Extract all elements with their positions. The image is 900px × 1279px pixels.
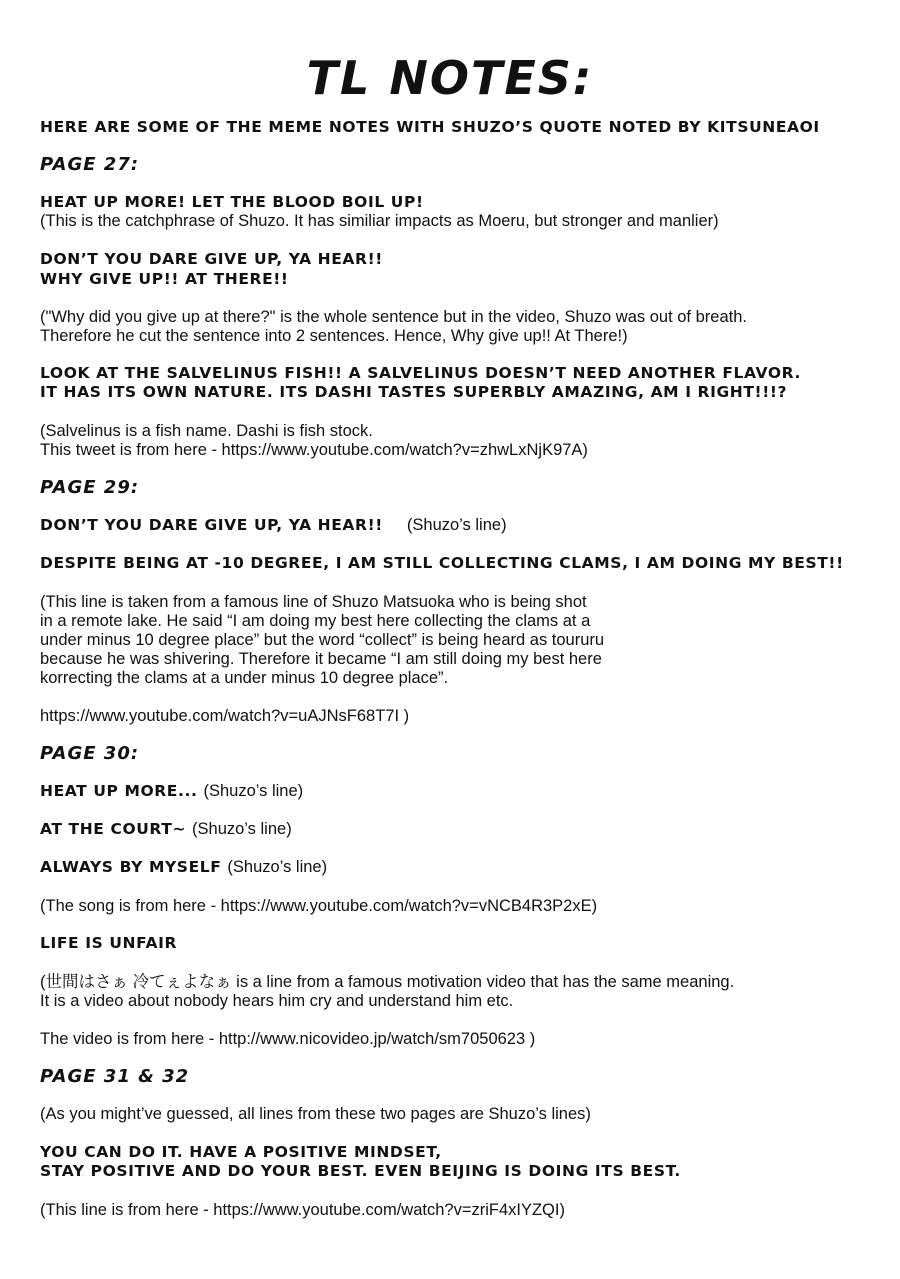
p30-quote-2 (40, 820, 292, 839)
p29-quote-1-note: (Shuzo’s line) (406, 516, 507, 534)
p27-note-2-line-1: ("Why did you give up at there?" is the whole sentence but in the video, Shuzo was out of breath. (40, 308, 747, 326)
p27-note-3-line-2: This tweet is from here - https://www.youtube.com/watch?v=zhwLxNjK97A) (40, 441, 588, 459)
p31-note-2: (This line is from here - https://www.youtube.com/watch?v=zriF4xIYZQI) (40, 1201, 565, 1219)
p31-quote-line-1: YOU CAN DO IT. HAVE A POSITIVE MINDSET, (40, 1143, 442, 1161)
p30-quote-1-note: (Shuzo’s line) (203, 782, 304, 800)
p29-note-line-4: because he was shivering. Therefore it became “I am still doing my best here (40, 650, 602, 668)
p30-quote-2-text: AT THE COURT~ (40, 820, 187, 838)
p30-quote-3-text: ALWAYS BY MYSELF (40, 858, 222, 876)
p27-quote-2-line-2: WHY GIVE UP!! AT THERE!! (40, 270, 289, 288)
page-27-heading: PAGE 27: (40, 154, 140, 175)
page-31-32-heading: PAGE 31 & 32 (40, 1066, 190, 1087)
p27-quote-3-line-2: IT HAS ITS OWN NATURE. ITS DASHI TASTES SUPERBLY AMAZING, AM I RIGHT!!!? (40, 383, 788, 401)
p29-note-line-3: under minus 10 degree place” but the word “collect” is being heard as toururu (40, 631, 605, 649)
p29-quote-2: DESPITE BEING AT -10 DEGREE, I AM STILL COLLECTING CLAMS, I AM DOING MY BEST!! (40, 554, 844, 572)
p27-quote-3-line-1: LOOK AT THE SALVELINUS FISH!! A SALVELINUS DOESN’T NEED ANOTHER FLAVOR. (40, 364, 801, 382)
p30-quote-1 (40, 782, 303, 801)
p31-quote-line-2: STAY POSITIVE AND DO YOUR BEST. EVEN BEIJING IS DOING ITS BEST. (40, 1162, 681, 1180)
p29-note-line-1: (This line is taken from a famous line of Shuzo Matsuoka who is being shot (40, 593, 587, 611)
p27-note-1: (This is the catchphrase of Shuzo. It has similiar impacts as Moeru, but stronger and manlier) (40, 212, 719, 230)
p30-quote-2-note: (Shuzo’s line) (192, 820, 292, 838)
page-29-heading: PAGE 29: (40, 477, 140, 498)
p30-quote-3-note: (Shuzo’s line) (227, 858, 328, 876)
p30-quote-1-text: HEAT UP MORE... (40, 782, 198, 800)
p30-song-source: (The song is from here - https://www.youtube.com/watch?v=vNCB4R3P2xE) (40, 897, 598, 915)
p30-quote-4: LIFE IS UNFAIR (40, 934, 178, 952)
p30-video-source: The video is from here - http://www.nicovideo.jp/watch/sm7050623 ) (40, 1030, 536, 1048)
p30-quote-3 (40, 858, 327, 877)
p27-note-2-line-2: Therefore he cut the sentence into 2 sentences. Hence, Why give up!! At There!) (40, 327, 628, 345)
p30-note-line-2: It is a video about nobody hears him cry and understand him etc. (40, 992, 514, 1010)
page-30-heading: PAGE 30: (40, 743, 140, 764)
page-title: TL NOTES: (306, 51, 594, 105)
p29-quote-1 (40, 516, 507, 535)
p29-link: https://www.youtube.com/watch?v=uAJNsF68T7I ) (40, 707, 410, 725)
p31-note-1: (As you might’ve guessed, all lines from these two pages are Shuzo’s lines) (40, 1105, 591, 1123)
p29-note-line-2: in a remote lake. He said “I am doing my best here collecting the clams at a (40, 612, 591, 630)
p30-note-line-1: (世間はさぁ 冷てぇよなぁ is a line from a famous motivation video that has the same meaning. (40, 973, 735, 991)
intro-text: HERE ARE SOME OF THE MEME NOTES WITH SHUZO’S QUOTE NOTED BY KITSUNEAOI (40, 118, 820, 136)
p29-note-line-5: korrecting the clams at a under minus 10 degree place”. (40, 669, 449, 687)
p27-note-3-line-1: (Salvelinus is a fish name. Dashi is fish stock. (40, 422, 373, 440)
p27-quote-1: HEAT UP MORE! LET THE BLOOD BOIL UP! (40, 193, 424, 211)
p29-quote-1-text: DON’T YOU DARE GIVE UP, YA HEAR!! (40, 516, 383, 534)
p27-quote-2-line-1: DON’T YOU DARE GIVE UP, YA HEAR!! (40, 250, 383, 268)
